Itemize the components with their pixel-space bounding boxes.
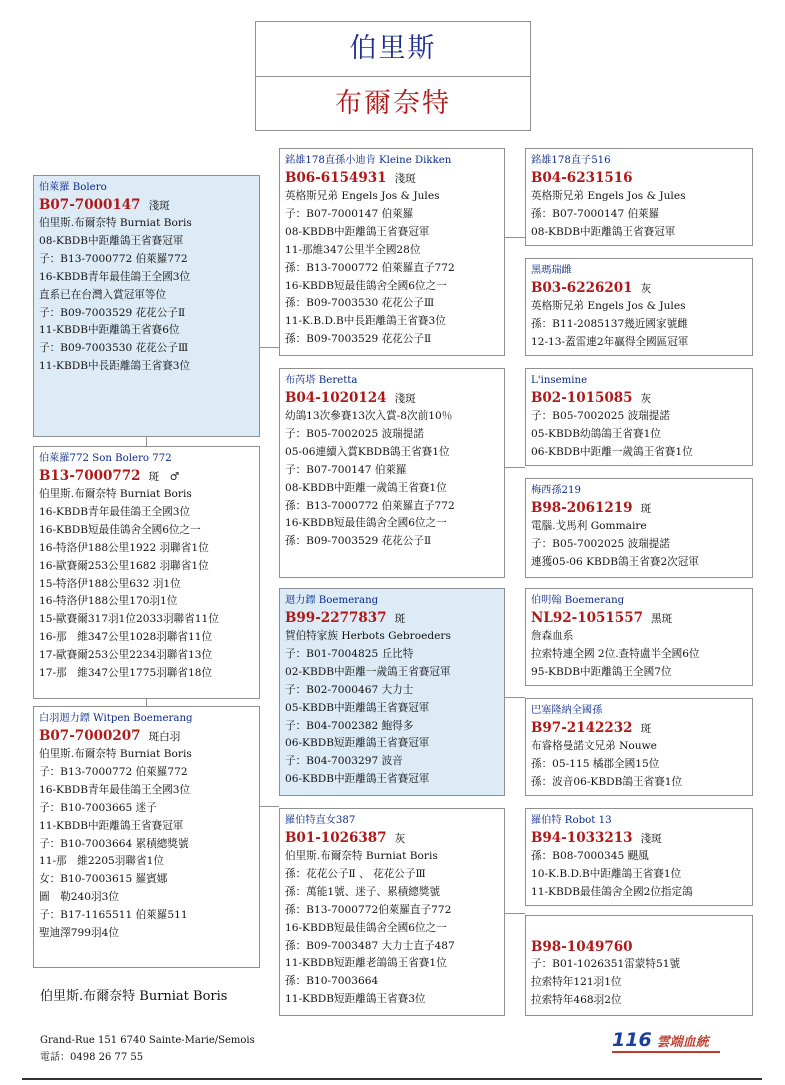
detail-line: 16-KBDB青年最佳鴿王全國3位 — [39, 270, 191, 283]
detail-line: 16-歐賽爾253公里1682 羽聯省1位 — [39, 559, 209, 572]
detail-line: 連獲05-06 KBDB鴿王省賽2次冠軍 — [531, 555, 699, 568]
title-name-bottom: 布爾奈特 — [335, 88, 451, 119]
ring-number: B13-7000772 — [39, 468, 141, 484]
pigeon-color: 淺斑 — [394, 173, 416, 185]
pigeon-color: 斑 — [394, 613, 406, 625]
detail-line: 02-KBDB中距離一歲鴿王省賽冠軍 — [285, 665, 451, 678]
ring-number: B07-7000147 — [39, 197, 141, 213]
ring-number-row — [531, 279, 747, 298]
connector — [504, 913, 525, 914]
connector — [259, 347, 279, 348]
detail-line: 孫：B09-7003487 大力士直子487 — [285, 939, 455, 952]
detail-line: 11-KBDB中距離鴿王省賽6位 — [39, 324, 180, 337]
ring-number-row — [285, 169, 499, 188]
pigeon-name: 伯萊羅772 Son Bolero 772 — [39, 453, 172, 464]
ring-number: B02-1015085 — [531, 390, 633, 406]
detail-line: 子：B02-7000467 大力士 — [285, 683, 414, 696]
connector — [504, 697, 525, 698]
ring-number: B04-1020124 — [285, 390, 387, 406]
ring-number: B03-6226201 — [531, 280, 633, 296]
title-name-top: 伯里斯 — [256, 22, 530, 77]
detail-line: 15-歐賽爾317羽1位2033羽聯省11位 — [39, 613, 219, 626]
logo-number: 116 — [612, 1029, 652, 1051]
ring-number: B04-6231516 — [531, 170, 633, 186]
pedigree-box-dam-sire — [279, 588, 505, 796]
detail-line: 12-13-蓋雷連2年贏得全國區冠軍 — [531, 335, 689, 348]
detail-line: 11-KBDB短距離鴿王省賽3位 — [285, 993, 426, 1006]
detail-line: 08-KBDB中距離一歲鴿王省賽1位 — [285, 481, 447, 494]
detail-line: 11-K.B.D.B中長距離鴿王省賽3位 — [285, 315, 446, 328]
pigeon-name: 迴力鏢 Boemerang — [285, 595, 379, 606]
pedigree-box-son — [33, 446, 260, 699]
pedigree-box-g4 — [525, 478, 753, 578]
connector — [146, 698, 147, 706]
detail-line: 子：B01-7004825 丘比特 — [285, 647, 414, 660]
detail-line: 16-特洛伊188公里170羽1位 — [39, 595, 178, 608]
detail-line: 布睿格曼諾文兄弟 Nouwe — [531, 740, 657, 752]
ring-number-row — [531, 829, 747, 848]
owner-address: Grand-Rue 151 6740 Sainte-Marie/Semois — [40, 1035, 255, 1046]
detail-line: 孫：萬能1號、迷子、累積總獎號 — [285, 885, 441, 898]
ring-number: B97-2142232 — [531, 720, 633, 736]
pigeon-color: 斑白羽 — [148, 731, 181, 743]
pigeon-color: 淺斑 — [148, 200, 170, 212]
pigeon-name: 羅伯特 Robot 13 — [531, 815, 612, 826]
ring-number-row — [531, 938, 747, 956]
detail-line: 子：B05-7002025 波瑞提諾 — [285, 427, 424, 440]
detail-line: 15-特洛伊188公里632 羽1位 — [39, 577, 181, 590]
detail-line: 16-KBDB青年最佳鴿王全國3位 — [39, 783, 191, 796]
pigeon-color: 黑斑 — [650, 613, 673, 625]
detail-line: 11-KBDB中長距離鴿王省賽3位 — [39, 360, 191, 373]
detail-line: 伯里斯.布爾奈特 Burniat Boris — [285, 850, 438, 862]
detail-line: 英格斯兄弟 Engels Jos & Jules — [531, 300, 686, 312]
detail-line: 95-KBDB中距離鴿王全國7位 — [531, 665, 672, 678]
detail-line: 08-KBDB中距離鴿王省賽冠軍 — [531, 225, 676, 238]
detail-line: 孫：波音06-KBDB鴿王省賽1位 — [531, 775, 683, 788]
ring-number-row — [285, 829, 499, 848]
detail-line: 幼鴿13次參賽13次入賞-8次前10％ — [285, 410, 453, 422]
pedigree-box-g3 — [525, 368, 753, 466]
detail-line: 詹森血系 — [531, 630, 574, 642]
ring-number: B98-2061219 — [531, 500, 633, 516]
detail-line: 子：B17-1165511 伯萊羅511 — [39, 909, 188, 922]
detail-line: 孫：B08-7000345 颶風 — [531, 850, 649, 862]
pigeon-color: 灰 — [640, 283, 652, 295]
pigeon-name: 伯萊羅 Bolero — [39, 182, 107, 193]
detail-line: 子：B04-7002382 鮑得多 — [285, 719, 414, 732]
detail-line: 子：B09-7003529 花花公子Ⅱ — [39, 306, 186, 319]
detail-line: 16-KBDB短最佳鴿舍全國6位之一 — [285, 517, 447, 530]
detail-line: 06-KBDB中距離一歲鴿王省賽1位 — [531, 445, 693, 458]
detail-line: 子：B04-7003297 波音 — [285, 755, 403, 768]
ring-number-row — [39, 727, 254, 746]
detail-line: 子：B05-7002025 波瑞提諾 — [531, 410, 670, 422]
detail-line: 孫：B13-7000772 伯萊羅直子772 — [285, 499, 455, 512]
connector — [259, 806, 279, 807]
pigeon-color: 淺斑 — [394, 393, 416, 405]
brand-logo — [612, 1029, 722, 1053]
connector — [504, 237, 525, 238]
detail-line: 拉索特年121羽1位 — [531, 975, 622, 988]
ring-number: B01-1026387 — [285, 830, 387, 846]
ring-number: B06-6154931 — [285, 170, 387, 186]
pedigree-box-g5 — [525, 588, 753, 686]
detail-line: 16-那 維347公里1028羽聯省11位 — [39, 631, 213, 644]
detail-line: 17-那 維347公里1775羽聯省18位 — [39, 667, 213, 680]
connector — [146, 436, 147, 446]
detail-line: 伯里斯.布爾奈特 Burniat Boris — [39, 488, 192, 500]
detail-line: 16-KBDB短最佳鴿舍全國6位之一 — [285, 921, 447, 934]
pigeon-name: 銘雄178直子516 — [531, 155, 611, 166]
detail-line: 孫：B09-7003530 花花公子Ⅲ — [285, 297, 435, 310]
pigeon-name: L'insemine — [531, 375, 588, 386]
detail-line: 子：B13-7000772 伯萊羅772 — [39, 252, 188, 265]
detail-line: 10-K.B.D.B中距離鴿王省賽1位 — [531, 867, 682, 880]
detail-line: 子：B07-700147 伯萊羅 — [285, 463, 407, 476]
pigeon-name: 伯明翰 Boemerang — [531, 595, 625, 606]
pigeon-name: 羅伯特直女387 — [285, 815, 356, 826]
detail-line: 05-06連續入賞KBDB鴿王省賽1位 — [285, 445, 450, 458]
pedigree-title — [255, 21, 531, 131]
detail-line: 孫：B07-7000147 伯萊羅 — [531, 207, 660, 220]
detail-line: 聖迪澤799羽4位 — [39, 927, 119, 940]
detail-line: 賀伯特家族 Herbots Gebroeders — [285, 630, 451, 642]
detail-line: 16-KBDB短最佳鴿舍全國6位之一 — [285, 279, 447, 292]
detail-line: 11-那 維2205羽聯省1位 — [39, 855, 164, 868]
detail-line: 16-特洛伊188公里1922 羽聯省1位 — [39, 541, 209, 554]
detail-line: 孫：B10-7003664 — [285, 975, 379, 988]
detail-line: 英格斯兄弟 Engels Jos & Jules — [285, 190, 440, 202]
ring-number: B98-1049760 — [531, 939, 633, 955]
pedigree-box-sire-dam — [279, 368, 505, 578]
pigeon-color: 淺斑 — [640, 833, 662, 845]
detail-line: 圖 勒240羽3位 — [39, 891, 119, 904]
pedigree-box-subject — [33, 175, 260, 437]
pedigree-box-dam — [33, 706, 260, 968]
pigeon-color: 灰 — [640, 393, 652, 405]
ring-number-row — [285, 389, 499, 408]
detail-line: 拉索特年468羽2位 — [531, 993, 622, 1006]
detail-line: 英格斯兄弟 Engels Jos & Jules — [531, 190, 686, 202]
connector — [504, 467, 525, 468]
ring-number-row — [531, 389, 747, 408]
pigeon-color: 斑 ♂ — [148, 471, 180, 483]
ring-number-row — [285, 609, 499, 628]
detail-line: 伯里斯.布爾奈特 Burniat Boris — [39, 748, 192, 760]
detail-line: 孫：05-115 橘郡全國15位 — [531, 757, 660, 770]
pedigree-box-dam-dam — [279, 808, 505, 1016]
ring-number-row — [39, 467, 254, 486]
ring-number: B94-1033213 — [531, 830, 633, 846]
pigeon-name: 白羽迴力鏢 Witpen Boemerang — [39, 713, 193, 724]
ring-number-row — [531, 609, 747, 628]
detail-line: 伯里斯.布爾奈特 Burniat Boris — [39, 217, 192, 229]
owner-contact — [40, 1032, 255, 1066]
detail-line: 孫：花花公子Ⅱ 、 花花公子Ⅲ — [285, 867, 426, 880]
detail-line: 子：B07-7000147 伯萊羅 — [285, 207, 414, 220]
pigeon-color: 灰 — [394, 833, 406, 845]
ring-number: NL92-1051557 — [531, 610, 643, 626]
ring-number-row — [531, 499, 747, 518]
pedigree-box-g7 — [525, 808, 753, 906]
logo-underline — [612, 1051, 720, 1053]
detail-line: 05-KBDB幼鴿鴿王省賽1位 — [531, 427, 661, 440]
detail-line: 11-KBDB最佳鴿舍全國2位指定鴿 — [531, 885, 693, 898]
detail-line: 11-KBDB短距離老鴿鴿王省賽1位 — [285, 957, 447, 970]
bottom-divider — [22, 1078, 762, 1080]
ring-number: B99-2277837 — [285, 610, 387, 626]
detail-line: 子：B10-7003665 迷子 — [39, 801, 157, 814]
detail-line: 女：B10-7003615 羅賓娜 — [39, 873, 168, 886]
pigeon-name: 銘雄178直孫小迪肯 Kleine Dikken — [285, 155, 452, 166]
detail-line: 拉索特連全國 2位.查特盧半全國6位 — [531, 647, 700, 660]
detail-line: 05-KBDB中距離鴿王省賽冠軍 — [285, 701, 430, 714]
pigeon-name: 布芮塔 Beretta — [285, 375, 358, 386]
detail-line: 06-KBDB短距離鴿王省賽冠軍 — [285, 737, 430, 750]
pigeon-name: 梅西孫219 — [531, 485, 582, 496]
pedigree-box-sire-sire — [279, 148, 505, 356]
owner-phone: 電話：0498 26 77 55 — [40, 1052, 144, 1063]
pedigree-box-g2 — [525, 258, 753, 356]
detail-line: 17-歐賽爾253公里2234羽聯省13位 — [39, 649, 213, 662]
logo-text: 雲端血統 — [656, 1035, 709, 1050]
detail-line: 直系已在台灣入賞冠軍等位 — [39, 288, 167, 301]
detail-line: 子：B05-7002025 波瑞提諾 — [531, 537, 670, 550]
pigeon-name: 巴塞隆納全國孫 — [531, 705, 603, 716]
detail-line: 孫：B09-7003529 花花公子Ⅱ — [285, 535, 432, 548]
ring-number-row — [531, 719, 747, 738]
detail-line: 子：B10-7003664 累積總獎號 — [39, 837, 189, 850]
pedigree-box-g6 — [525, 698, 753, 796]
detail-line: 子：B01-1026351雷蒙特51號 — [531, 958, 681, 970]
detail-line: 孫：B11-2085137幾近國家號雌 — [531, 317, 688, 330]
detail-line: 子：B09-7003530 花花公子Ⅲ — [39, 342, 189, 355]
detail-line: 電腦.戈馬利 Gommaire — [531, 520, 647, 532]
pigeon-color: 斑 — [640, 503, 652, 515]
detail-line: 08-KBDB中距離鴿王省賽冠軍 — [285, 225, 430, 238]
detail-line: 子：B13-7000772 伯萊羅772 — [39, 765, 188, 778]
detail-line: 11-那維347公里半全國28位 — [285, 243, 421, 256]
detail-line: 16-KBDB短最佳鴿舍全國6位之一 — [39, 523, 201, 536]
pedigree-box-g1 — [525, 148, 753, 246]
detail-line: 08-KBDB中距離鴿王省賽冠軍 — [39, 234, 184, 247]
pigeon-color: 斑 — [640, 723, 652, 735]
detail-line: 11-KBDB中距離鴿王省賽冠軍 — [39, 819, 184, 832]
pedigree-box-g8 — [525, 915, 753, 1016]
detail-line: 孫：B09-7003529 花花公子Ⅱ — [285, 333, 432, 346]
pigeon-name: 黑瑪瑞雌 — [531, 265, 572, 276]
ring-number-row — [39, 196, 254, 215]
detail-line: 06-KBDB中距離鴿王省賽冠軍 — [285, 773, 430, 786]
detail-line: 孫：B13-7000772 伯萊羅直子772 — [285, 261, 455, 274]
ring-number: B07-7000207 — [39, 728, 141, 744]
detail-line: 16-KBDB青年最佳鴿王全國3位 — [39, 505, 191, 518]
detail-line: 孫：B13-7000772伯萊羅直子772 — [285, 903, 452, 916]
owner-name: 伯里斯.布爾奈特 Burniat Boris — [40, 989, 228, 1004]
ring-number-row — [531, 169, 747, 188]
